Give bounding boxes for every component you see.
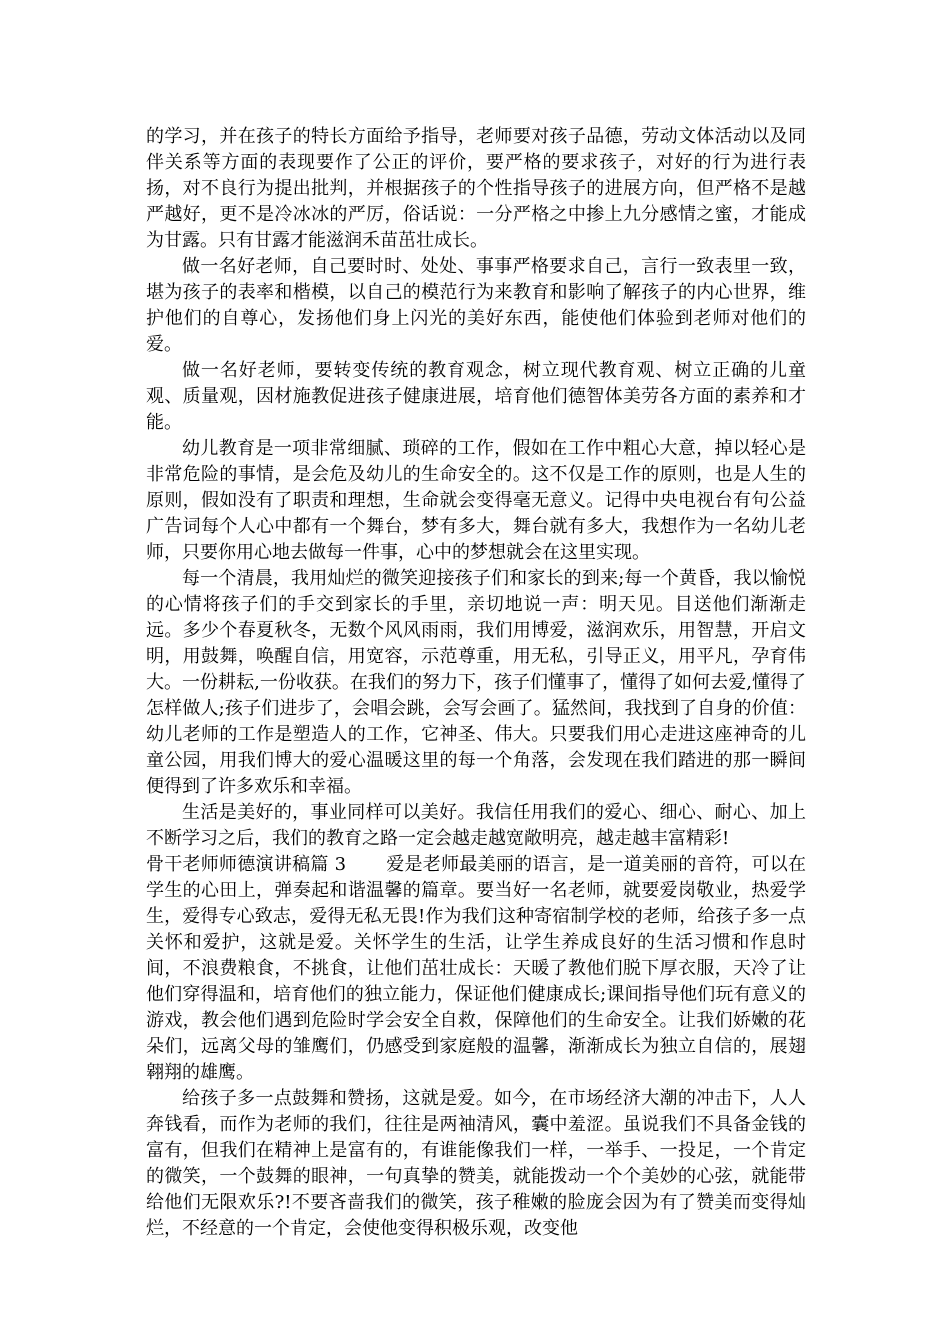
paragraph-good-teacher-concepts: 做一名好老师，要转变传统的教育观念，树立现代教育观、树立正确的儿童观、质量观，因材施教促进孩子健康进展，培育他们德智体美劳各方面的素养和才能。: [146, 360, 806, 433]
paragraph-life-is-beautiful: 生活是美好的，事业同样可以美好。我信任用我们的爱心、细心、耐心、加上不断学习之后，我们的教育之路一定会越走越宽敞明亮，越走越丰富精彩!: [146, 802, 806, 849]
document-body: [146, 124, 806, 1242]
paragraph-early-education: 幼儿教育是一项非常细腻、琐碎的工作，假如在工作中粗心大意，掉以轻心是非常危险的事情，是会危及幼儿的生命安全的。这不仅是工作的原则，也是人生的原则，假如没有了职责和理想，生命就会变得毫无意义。记得中央电视台有句公益广告词每个人心中都有一个舞台，梦有多大，舞台就有多大，我想作为一名幼儿老师，只要你用心地去做每一件事，心中的梦想就会在这里实现。: [146, 438, 806, 563]
section-3-text: 爱是老师最美丽的语言，是一道美丽的音符，可以在学生的心田上，弹奏起和谐温馨的篇章。要当好一名老师，就要爱岗敬业，热爱学生，爱得专心致志，爱得无私无畏!作为我们这种寄宿制学校的老师，给孩子多一点关怀和爱护，这就是爱。关怀学生的生活，让学生养成良好的生活习惯和作息时间，不浪费粮食，不挑食，让他们茁壮成长：天暖了教他们脱下厚衣服，天冷了让他们穿得温和，培育他们的独立能力，保证他们健康成长;课间指导他们玩有意义的游戏，教会他们遇到危险时学会安全自救，保障他们的生命安全。让我们娇嫩的花朵们，远离父母的雏鹰们，仍感受到家庭般的温馨，渐渐成长为独立自信的，展翅翱翔的雄鹰。: [146, 854, 806, 1083]
paragraph-continuation: 的学习，并在孩子的特长方面给予指导，老师要对孩子品德，劳动文体活动以及同伴关系等方面的表现要作了公正的评价，要严格的要求孩子，对好的行为进行表扬，对不良行为提出批判，并根据孩子的个性指导孩子的进展方向，但严格不是越严越好，更不是冷冰冰的严厉，俗话说：一分严格之中掺上九分感情之蜜，才能成为甘露。只有甘露才能滋润禾苗茁壮成长。: [146, 126, 806, 251]
section-heading: 骨干老师师德演讲稿篇 3: [146, 854, 347, 875]
paragraph-every-morning: 每一个清晨，我用灿烂的微笑迎接孩子们和家长的到来;每一个黄昏，我以愉悦的心情将孩子们的手交到家长的手里，亲切地说一声：明天见。目送他们渐渐走远。多少个春夏秋冬，无数个风风雨雨，我们用博爱，滋润欢乐，用智慧，开启文明，用鼓舞，唤醒自信，用宽容，示范尊重，用无私，引导正义，用平凡，孕育伟大。一份耕耘,一份收获。在我们的努力下，孩子们懂事了，懂得了如何去爱,懂得了怎样做人;孩子们进步了，会唱会跳，会写会画了。猛然间，我找到了自身的价值：幼儿老师的工作是塑造人的工作，它神圣、伟大。只要我们用心走进这座神奇的儿童公园，用我们博大的爱心温暖这里的每一个角落，会发现在我们踏进的那一瞬间便得到了许多欢乐和幸福。: [146, 568, 806, 797]
paragraph-good-teacher-example: 做一名好老师，自己要时时、处处、事事严格要求自己，言行一致表里一致，堪为孩子的表率和楷模，以自己的模范行为来教育和影响了解孩子的内心世界，维护他们的自尊心，发扬他们身上闪光的美好东西，能使他们体验到老师对他们的爱。: [146, 256, 806, 355]
section-3-paragraph: [146, 852, 806, 1086]
paragraph-encouragement: 给孩子多一点鼓舞和赞扬，这就是爱。如今，在市场经济大潮的冲击下，人人奔钱看，而作为老师的我们，往往是两袖清风，囊中羞涩。虽说我们不具备金钱的富有，但我们在精神上是富有的，有谁能像我们一样，一举手、一投足，一个肯定的微笑，一个鼓舞的眼神，一句真挚的赞美，就能拨动一个个美妙的心弦，就能带给他们无限欢乐?!不要吝啬我们的微笑，孩子稚嫩的脸庞会因为有了赞美而变得灿烂，不经意的一个肯定，会使他变得积极乐观，改变他: [146, 1088, 806, 1239]
